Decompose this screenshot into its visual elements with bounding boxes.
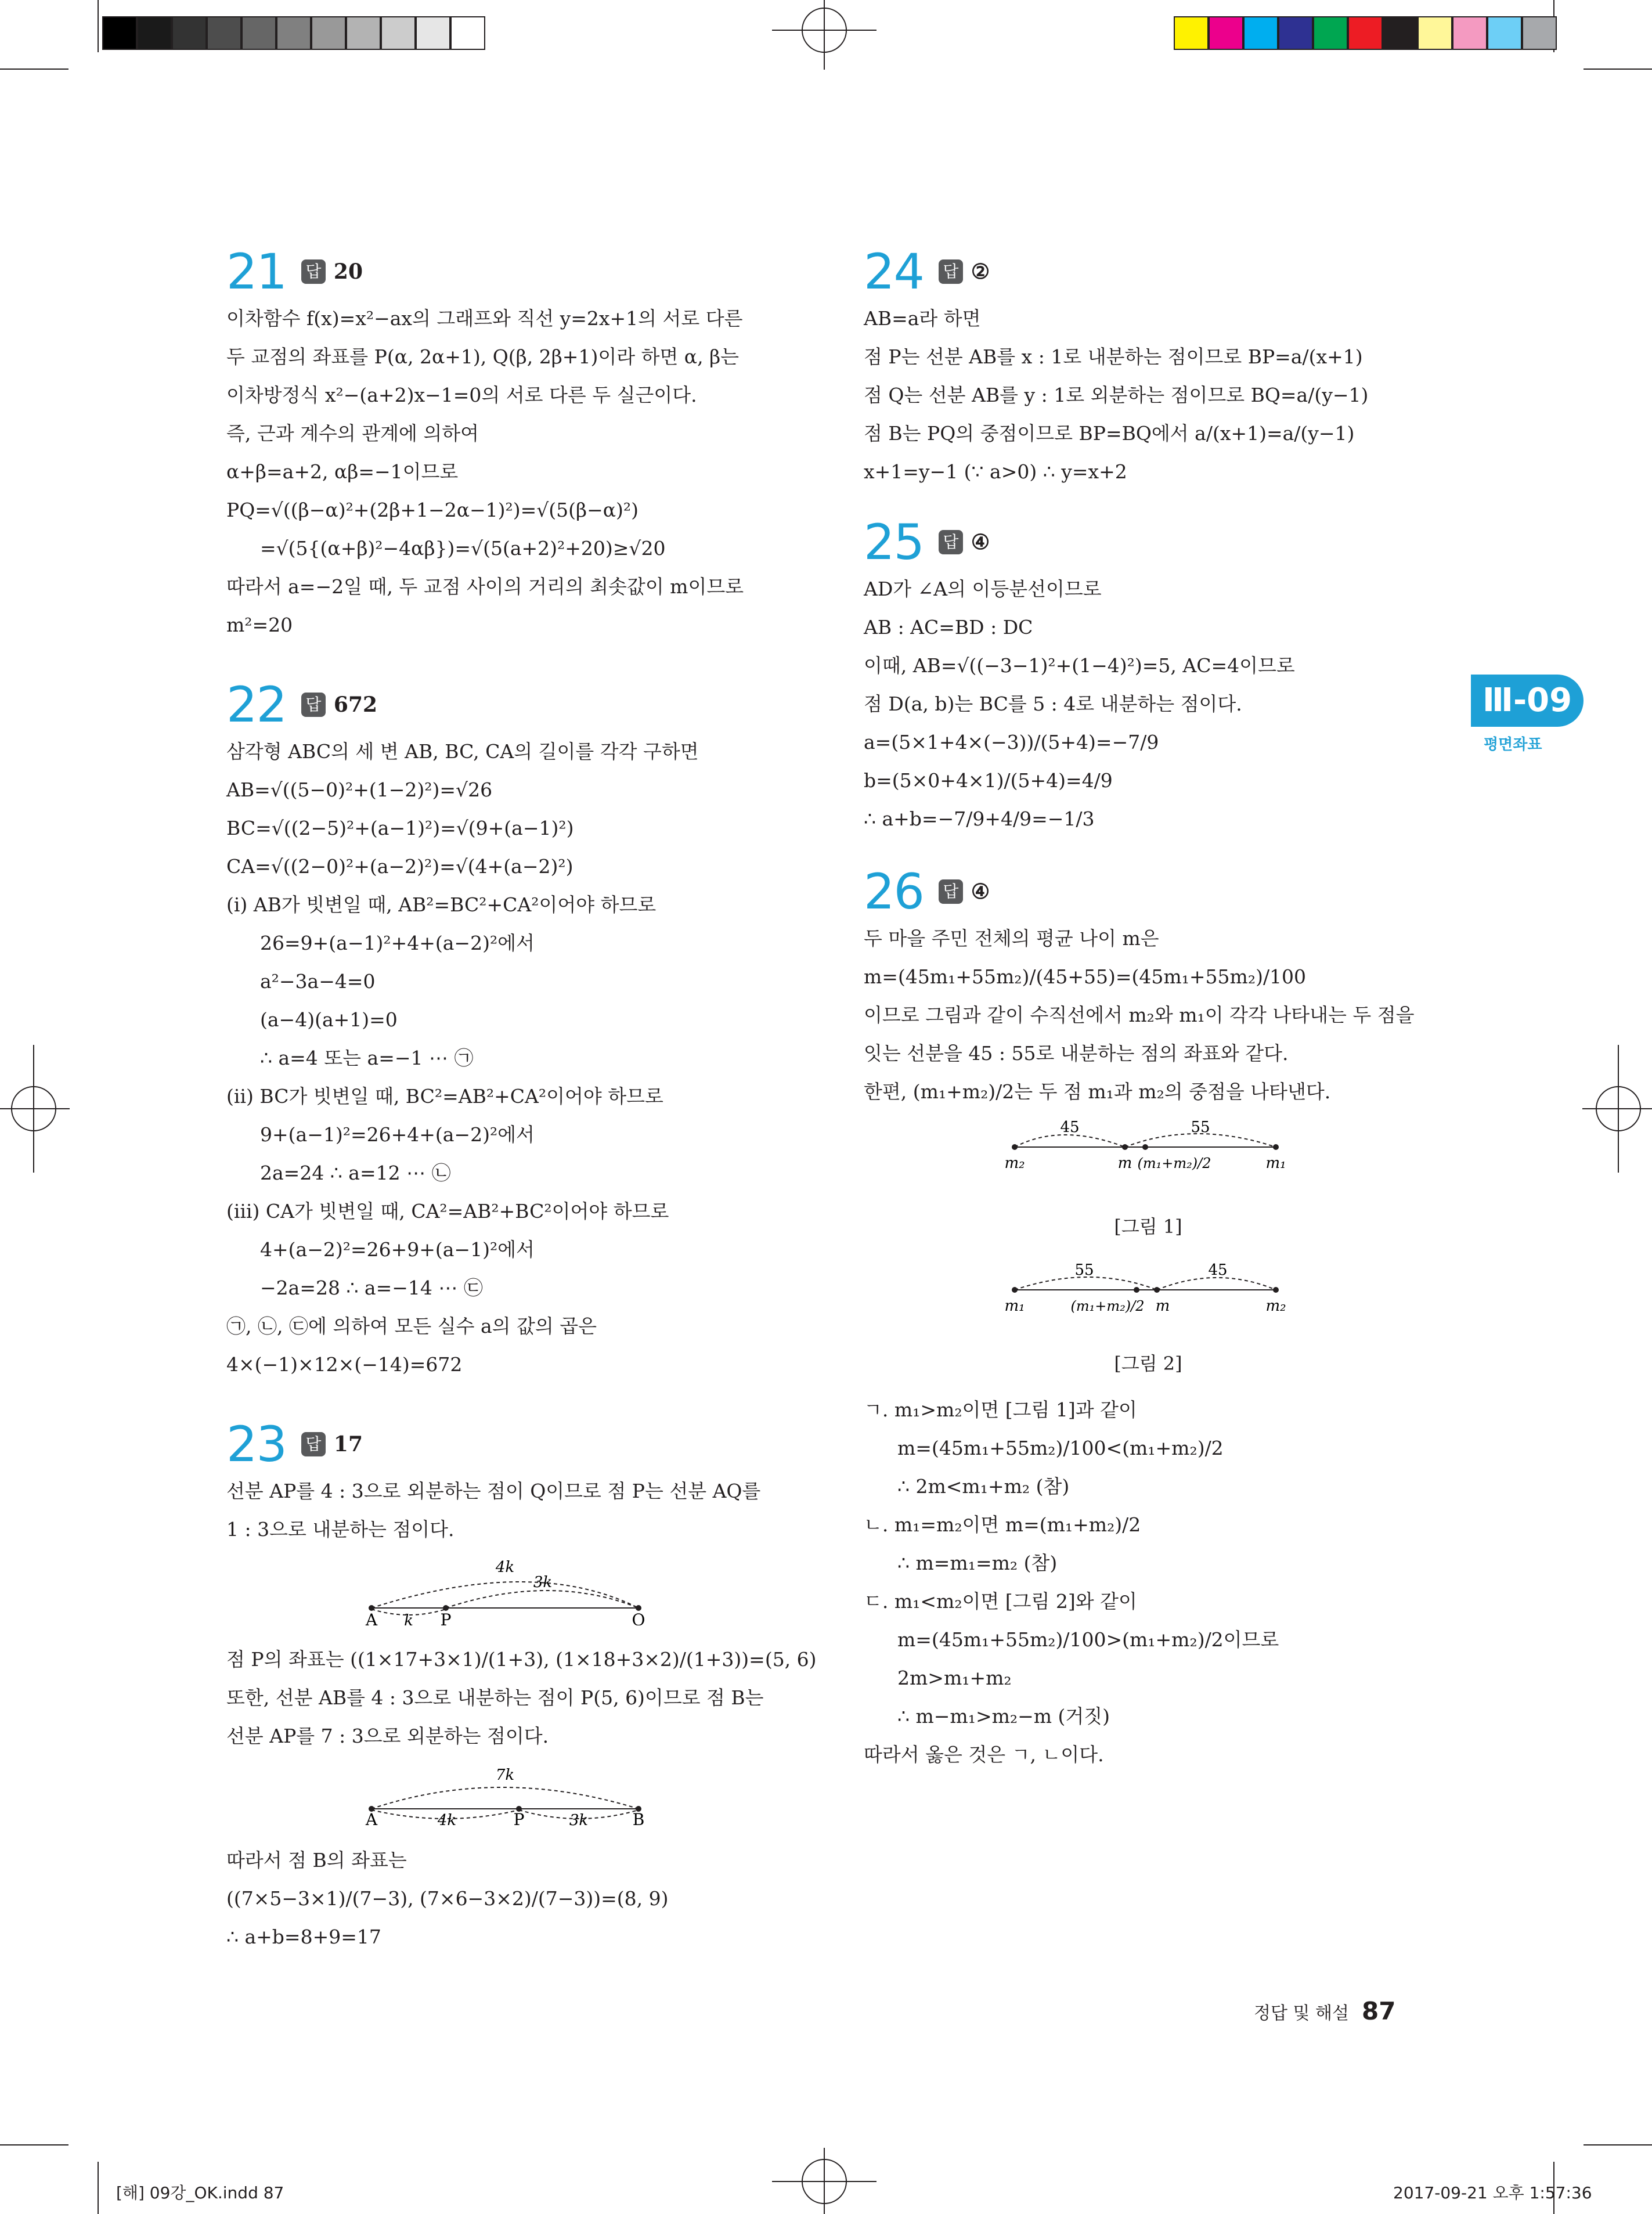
problem-number: 25	[864, 514, 924, 571]
text-line: m=(45m₁+55m₂)/100<(m₁+m₂)/2	[897, 1437, 1224, 1459]
process-swatch	[1487, 16, 1522, 50]
text-line: 2a=24 ∴ a=12 ⋯ ㉡	[260, 1162, 451, 1184]
right-column	[864, 244, 1433, 1774]
text-line: 4×(−1)×12×(−14)=672	[226, 1353, 463, 1376]
gray-swatch	[276, 16, 311, 50]
text-line: 두 교점의 좌표를 P(α, 2α+1), Q(β, 2β+1)이라 하면 α, β는	[226, 345, 740, 368]
gray-swatch	[102, 16, 137, 50]
answer: ④	[971, 530, 990, 554]
label-arc: 7k	[495, 1766, 515, 1784]
gray-swatch	[311, 16, 346, 50]
text-line: (a−4)(a+1)=0	[260, 1008, 398, 1031]
text-line: 삼각형 ABC의 세 변 AB, BC, CA의 길이를 각각 구하면	[226, 740, 699, 763]
problem-22	[226, 677, 795, 1384]
text-line: 2m>m₁+m₂	[897, 1667, 1012, 1689]
problem-25	[864, 514, 1433, 838]
chapter-label: 평면좌표	[1484, 736, 1542, 753]
text-line: −2a=28 ∴ a=−14 ⋯ ㉢	[260, 1277, 483, 1299]
figure-caption: [그림 1]	[1114, 1216, 1182, 1238]
text-line: AB=a라 하면	[864, 307, 981, 330]
answer-icon: 답	[939, 879, 963, 904]
label-arc2: 45	[1208, 1261, 1228, 1279]
problem-number: 24	[864, 243, 924, 300]
text-line: ∴ 2m<m₁+m₂ (참)	[897, 1475, 1070, 1498]
text-line: 따라서 a=−2일 때, 두 교점 사이의 거리의 최솟값이 m이므로	[226, 575, 744, 598]
text-line: PQ=√((β−α)²+(2β+1−2α−1)²)=√(5(β−α)²)	[226, 499, 639, 521]
section-label: 정답 및 해설	[1254, 2003, 1349, 2024]
gray-swatch	[416, 16, 450, 50]
process-swatch	[1209, 16, 1243, 50]
segment-figure-apq	[226, 1556, 795, 1625]
registration-mark-top	[772, 0, 877, 70]
problem-number: 23	[226, 1416, 286, 1473]
label-left: m₂	[1004, 1155, 1025, 1172]
problem-number: 21	[226, 243, 286, 300]
text-line: 26=9+(a−1)²+4+(a−2)²에서	[260, 932, 535, 954]
process-swatch	[1452, 16, 1487, 50]
text-line: (ⅲ) CA가 빗변일 때, CA²=AB²+BC²이어야 하므로	[226, 1200, 669, 1223]
number-line-figure-2	[864, 1261, 1433, 1336]
label-arc-outer: 4k	[495, 1559, 515, 1576]
label-p: P	[513, 1810, 525, 1826]
text-line: ∴ a=4 또는 a=−1 ⋯ ㉠	[260, 1047, 474, 1069]
text-line: CA=√((2−0)²+(a−2)²)=√(4+(a−2)²)	[226, 855, 573, 878]
text-line: ㄱ. m₁>m₂이면 [그림 1]과 같이	[864, 1398, 1137, 1421]
label-mid: (m₁+m₂)/2	[1070, 1298, 1145, 1314]
problem-24	[864, 244, 1433, 491]
text-line: 선분 AP를 4 : 3으로 외분하는 점이 Q이므로 점 P는 선분 AQ를	[226, 1480, 761, 1502]
process-swatch	[1243, 16, 1278, 50]
text-line: 점 P의 좌표는 ((1×17+3×1)/(1+3), (1×18+3×2)/(1+3))=(5, 6)	[226, 1648, 817, 1671]
label-b: B	[632, 1810, 645, 1826]
text-line: ㄷ. m₁<m₂이면 [그림 2]와 같이	[864, 1590, 1137, 1613]
label-p: P	[440, 1610, 452, 1625]
gray-swatch	[346, 16, 381, 50]
problem-number: 26	[864, 863, 924, 920]
label-right: m₂	[1265, 1297, 1286, 1315]
registration-mark-right	[1582, 1045, 1652, 1173]
text-line: m=(45m₁+55m₂)/(45+55)=(45m₁+55m₂)/100	[864, 965, 1307, 988]
text-line: a=(5×1+4×(−3))/(5+4)=−7/9	[864, 731, 1159, 753]
text-line: α+β=a+2, αβ=−1이므로	[226, 460, 459, 483]
text-line: ∴ m=m₁=m₂ (참)	[897, 1552, 1058, 1574]
problem-number: 22	[226, 676, 286, 733]
gray-swatch	[137, 16, 172, 50]
answer-icon: 답	[301, 259, 326, 284]
gray-swatch	[450, 16, 485, 50]
text-line: BC=√((2−5)²+(a−1)²)=√(9+(a−1)²)	[226, 817, 574, 839]
label-arc1: 45	[1060, 1119, 1080, 1136]
text-line: ㉠, ㉡, ㉢에 의하여 모든 실수 a의 값의 곱은	[226, 1315, 597, 1337]
text-line: m²=20	[226, 614, 293, 636]
answer: ②	[971, 259, 990, 284]
label-seg2: 3k	[569, 1812, 589, 1826]
text-line: AB=√((5−0)²+(1−2)²)=√26	[226, 778, 493, 801]
gray-swatch	[172, 16, 207, 50]
text-line: 점 D(a, b)는 BC를 5 : 4로 내분하는 점이다.	[864, 693, 1242, 715]
process-swatch	[1522, 16, 1557, 50]
text-line: ㄴ. m₁=m₂이면 m=(m₁+m₂)/2	[864, 1513, 1141, 1536]
text-line: 따라서 옳은 것은 ㄱ, ㄴ이다.	[864, 1743, 1104, 1766]
file-info: [해] 09강_OK.indd 87	[116, 2183, 284, 2202]
label-arc-inner: 3k	[533, 1574, 553, 1591]
gray-swatch	[207, 16, 241, 50]
text-line: (ⅱ) BC가 빗변일 때, BC²=AB²+CA²이어야 하므로	[226, 1085, 663, 1108]
page-footer	[1254, 1997, 1395, 2025]
answer-icon: 답	[301, 693, 326, 717]
problem-26	[864, 864, 1433, 1774]
process-swatch	[1348, 16, 1383, 50]
text-line: 두 마을 주민 전체의 평균 나이 m은	[864, 927, 1159, 950]
answer-icon: 답	[301, 1432, 326, 1456]
label-m: m	[1155, 1297, 1170, 1315]
text-line: a²−3a−4=0	[260, 970, 376, 993]
text-line: 따라서 점 B의 좌표는	[226, 1849, 407, 1872]
chapter-code: Ⅲ-09	[1483, 681, 1572, 719]
text-line: 1 : 3으로 내분하는 점이다.	[226, 1518, 455, 1541]
label-seg1: 4k	[437, 1812, 457, 1826]
text-line: (ⅰ) AB가 빗변일 때, AB²=BC²+CA²이어야 하므로	[226, 893, 657, 916]
label-arc1: 55	[1074, 1261, 1094, 1279]
chapter-tab	[1471, 675, 1584, 727]
text-line: ∴ m−m₁>m₂−m (거짓)	[897, 1705, 1110, 1728]
text-line: x+1=y−1 (∵ a>0) ∴ y=x+2	[864, 460, 1127, 483]
page-number: 87	[1361, 1997, 1396, 2025]
problem-23	[226, 1416, 817, 1956]
gray-swatch	[241, 16, 276, 50]
label-arc2: 55	[1191, 1119, 1210, 1136]
label-left: m₁	[1004, 1297, 1025, 1315]
text-line: 즉, 근과 계수의 관계에 의하여	[226, 422, 479, 445]
process-swatch	[1383, 16, 1417, 50]
answer-icon: 답	[939, 259, 963, 284]
text-line: 이므로 그림과 같이 수직선에서 m₂와 m₁이 각각 나타내는 두 점을	[864, 1004, 1415, 1026]
segment-figure-apb	[226, 1762, 795, 1826]
text-line: ∴ a+b=8+9=17	[226, 1925, 381, 1948]
text-line: AB : AC=BD : DC	[864, 616, 1033, 639]
text-line: 점 B는 PQ의 중점이므로 BP=BQ에서 a/(x+1)=a/(y−1)	[864, 422, 1355, 445]
answer: 672	[333, 693, 378, 717]
label-q: Q	[632, 1610, 645, 1625]
text-line: 한편, (m₁+m₂)/2는 두 점 m₁과 m₂의 중점을 나타낸다.	[864, 1080, 1331, 1103]
label-right: m₁	[1265, 1155, 1286, 1172]
process-swatch	[1174, 16, 1209, 50]
label-a: A	[365, 1610, 378, 1625]
process-swatch	[1417, 16, 1452, 50]
text-line: AD가 ∠A의 이등분선이므로	[864, 578, 1102, 600]
answer: 20	[333, 259, 363, 284]
answer: ④	[971, 879, 990, 904]
answer: 17	[333, 1432, 363, 1456]
registration-mark-left	[0, 1045, 70, 1173]
text-line: 4+(a−2)²=26+9+(a−1)²에서	[260, 1238, 535, 1261]
text-line: 이차방정식 x²−(a+2)x−1=0의 서로 다른 두 실근이다.	[226, 384, 697, 406]
figure-caption: [그림 2]	[1114, 1353, 1182, 1375]
answer-icon: 답	[939, 530, 963, 554]
text-line: 이때, AB=√((−3−1)²+(1−4)²)=5, AC=4이므로	[864, 654, 1295, 677]
number-line-figure-1	[864, 1118, 1433, 1199]
text-line: =√(5{(α+β)²−4αβ})=√(5(a+2)²+20)≥√20	[260, 537, 666, 560]
text-line: ∴ a+b=−7/9+4/9=−1/3	[864, 807, 1095, 830]
text-line: 점 P는 선분 AB를 x : 1로 내분하는 점이므로 BP=a/(x+1)	[864, 345, 1363, 368]
text-line: 점 Q는 선분 AB를 y : 1로 외분하는 점이므로 BQ=a/(y−1)	[864, 384, 1369, 406]
text-line: ((7×5−3×1)/(7−3), (7×6−3×2)/(7−3))=(8, 9)	[226, 1887, 669, 1910]
text-line: 선분 AP를 7 : 3으로 외분하는 점이다.	[226, 1725, 549, 1747]
process-swatch	[1278, 16, 1313, 50]
label-m: m	[1117, 1155, 1132, 1172]
gray-swatch	[381, 16, 416, 50]
label-k: k	[404, 1612, 413, 1625]
text-line: 9+(a−1)²=26+4+(a−2)²에서	[260, 1123, 535, 1146]
text-line: b=(5×0+4×1)/(5+4)=4/9	[864, 769, 1113, 792]
left-column	[226, 243, 817, 1956]
registration-mark-bottom	[772, 2148, 877, 2214]
label-mid: (m₁+m₂)/2	[1137, 1155, 1211, 1171]
text-line: m=(45m₁+55m₂)/100>(m₁+m₂)/2이므로	[897, 1628, 1279, 1651]
timestamp: 2017-09-21 오후 1:57:36	[1393, 2183, 1592, 2202]
process-swatch	[1313, 16, 1348, 50]
text-line: 잇는 선분을 45 : 55로 내분하는 점의 좌표와 같다.	[864, 1042, 1289, 1065]
text-line: 또한, 선분 AB를 4 : 3으로 내분하는 점이 P(5, 6)이므로 점 B는	[226, 1686, 764, 1709]
text-line: 이차함수 f(x)=x²−ax의 그래프와 직선 y=2x+1의 서로 다른	[226, 307, 743, 330]
problem-21	[226, 244, 795, 644]
label-a: A	[365, 1810, 378, 1826]
